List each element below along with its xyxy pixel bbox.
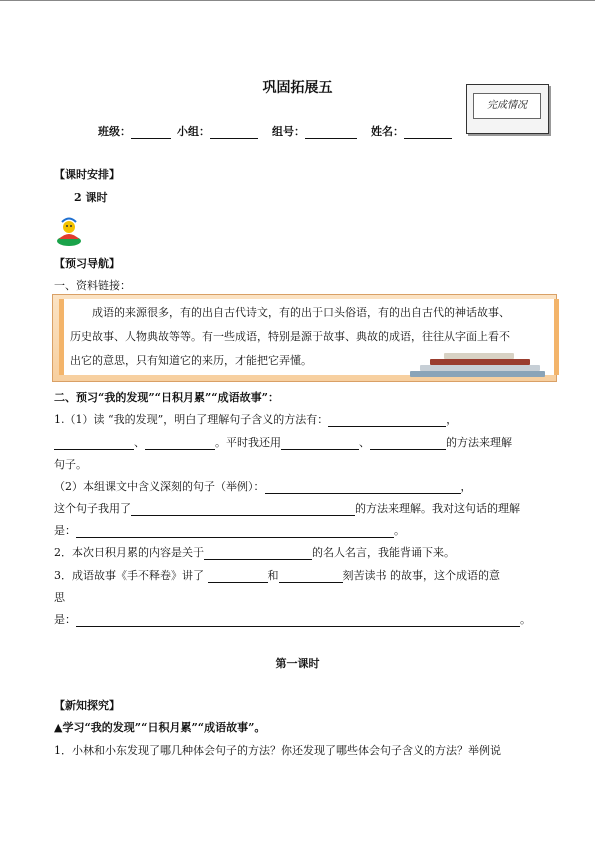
schedule-heading: 【课时安排】 (54, 168, 120, 181)
answer-blank[interactable] (328, 414, 446, 427)
lesson-1-heading: 第一课时 (275, 657, 320, 670)
task-heading: ▲学习“我的发现”“日积月累”“成语故事”。 (54, 721, 266, 734)
lesson-1-question-1: 1．小林和小东发现了哪几种体会句子的方法？你还发现了哪些体会句子含义的方法？举例说 (54, 744, 501, 757)
name-blank[interactable] (404, 127, 452, 139)
class-label: 班级： (98, 125, 131, 138)
group-no-blank[interactable] (305, 127, 357, 139)
completion-status-label: 完成情况 (473, 93, 541, 119)
answer-blank[interactable] (204, 547, 312, 560)
small-group-label: 小组： (177, 125, 210, 138)
completion-status-box (466, 84, 549, 134)
answer-blank[interactable] (76, 525, 394, 538)
material-line: 历史故事、人物典故等等。有一些成语，特别是源于故事、典故的成语，往往从字面上看不 (70, 330, 510, 343)
question-1-line-b: 、 。平时我还用 、 的方法来理解 (54, 434, 512, 450)
question-3-line-b: 思 (54, 591, 65, 604)
question-1-2-line-a: （2）本组课文中含义深刻的句子（举例）： ， (54, 480, 472, 493)
student-info-row (98, 123, 458, 139)
answer-blank[interactable] (279, 570, 343, 583)
material-heading: 一、资料链接： (54, 279, 131, 292)
answer-blank[interactable] (265, 481, 461, 494)
preview-heading: 【预习导航】 (54, 257, 120, 270)
top-rule (0, 0, 595, 1)
question-2: 2．本次日积月累的内容是关于 的名人名言，我能背诵下来。 (54, 546, 455, 559)
material-line: 成语的来源很多，有的出自古代诗文，有的出于口头俗语，有的出自古代的神话故事、 (92, 306, 510, 319)
section2-heading: 二、预习“我的发现”“日积月累”“成语故事”： (54, 391, 279, 404)
books-illustration (400, 347, 550, 377)
question-1-2-line-b: 这个句子我用了 的方法来理解。我对这句话的理解 (54, 502, 520, 515)
answer-blank[interactable] (208, 570, 268, 583)
material-box (52, 294, 557, 382)
explore-heading: 【新知探究】 (54, 699, 120, 712)
question-1-line-c: 句子。 (54, 458, 87, 471)
material-line: 出它的意思，只有知道它的来历，才能把它弄懂。 (70, 354, 312, 367)
question-3-line-a: 3．成语故事《手不释卷》讲了 和 刻苦读书 的故事，这个成语的意 (54, 569, 500, 582)
small-group-blank[interactable] (210, 127, 258, 139)
question-1-line-a: 1.（1）读 “我的发现”，明白了理解句子含义的方法有： ， (54, 413, 458, 426)
answer-blank[interactable] (281, 437, 359, 450)
question-3-line-c: 是： 。 (54, 613, 531, 626)
page-title: 巩固拓展五 (262, 80, 333, 96)
answer-blank[interactable] (54, 437, 134, 450)
group-no-label: 组号： (272, 125, 305, 138)
question-1-2-line-c: 是： 。 (54, 524, 405, 537)
answer-blank[interactable] (370, 437, 446, 450)
answer-blank[interactable] (145, 437, 215, 450)
answer-blank[interactable] (131, 503, 355, 516)
name-label: 姓名： (371, 125, 404, 138)
class-blank[interactable] (131, 127, 171, 139)
schedule-value: 2 课时 (74, 191, 108, 204)
mascot-icon (56, 215, 82, 247)
answer-blank[interactable] (76, 614, 520, 627)
